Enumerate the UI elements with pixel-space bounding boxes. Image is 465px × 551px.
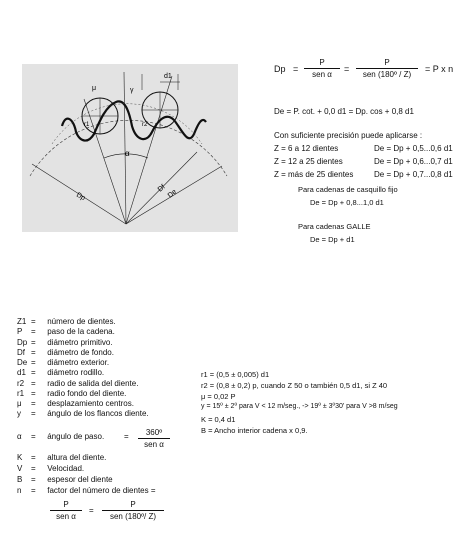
def-row-7: r1 = radio fondo del diente. <box>17 389 127 398</box>
label-r2: r2 <box>142 122 148 128</box>
alpha-eq2: = <box>124 432 129 441</box>
def-row-1: P = paso de la cadena. <box>17 327 115 336</box>
casquillo-title: Para cadenas de casquillo fijo <box>298 185 398 194</box>
label-df: Df <box>156 183 167 194</box>
radial-line-center <box>124 72 126 224</box>
value-k: K = 0,4 d1 <box>201 415 236 424</box>
formula-result: = P x n <box>425 64 454 74</box>
def2-row-0: K = altura del diente. <box>17 453 107 462</box>
def-row-0: Z1 = número de dientes. <box>17 317 116 326</box>
precision-row-3-left: Z = más de 25 dientes <box>274 170 354 179</box>
label-gamma: γ <box>130 87 134 94</box>
radial-line-b <box>126 76 172 224</box>
value-r1: r1 = (0,5 ± 0,005) d1 <box>201 370 270 379</box>
label-dp: Dp <box>75 191 87 203</box>
bottom-fraction-2-den: sen (180º/ Z) <box>109 512 157 521</box>
label-d1: d1 <box>164 73 172 80</box>
fraction-1-num: P <box>304 58 340 69</box>
formula-eq1: = <box>293 64 299 74</box>
bottom-fraction-1 <box>50 500 82 521</box>
def2-row-2: B = espesor del diente <box>17 475 113 484</box>
def-row-3: Df = diámetro de fondo. <box>17 348 114 357</box>
def-row-6: r2 = radio de salida del diente. <box>17 379 139 388</box>
formula-fraction-2 <box>356 58 418 79</box>
sprocket-diagram <box>22 64 238 232</box>
galle-formula: De = Dp + d1 <box>310 235 355 244</box>
def-row-9: y = ángulo de los flancos diente. <box>17 409 149 418</box>
sprocket-diagram-svg <box>22 64 238 232</box>
precision-row-2-left: Z = 12 a 25 dientes <box>274 157 343 166</box>
def-row-4: De = diámetro exterior. <box>17 358 110 367</box>
value-mu: μ = 0,02 P <box>201 392 236 401</box>
formula-de: De = P. cot. + 0,0 d1 = Dp. cos + 0,8 d1 <box>274 107 414 116</box>
tooth-profile <box>62 101 206 140</box>
radial-line-a <box>84 99 126 224</box>
precision-row-1-right: De = Dp + 0,5...0,6 d1 <box>374 144 453 153</box>
alpha-fraction <box>138 428 170 449</box>
def-alpha: α = ángulo de paso. <box>17 432 105 441</box>
precision-row-3-right: De = Dp + 0,7...0,8 d1 <box>374 170 453 179</box>
value-r2: r2 = (0,8 ± 0,2) p, cuando Z 50 o también 0,5 d1, si Z 40 <box>201 381 388 390</box>
def-row-8: μ = desplazamiento centros. <box>17 399 134 408</box>
bottom-fraction-2-num: P <box>102 500 164 511</box>
formula-eq2: = <box>344 64 350 74</box>
def-row-5: d1 = diámetro rodillo. <box>17 368 105 377</box>
fraction-2-den: sen (180º / Z) <box>362 70 412 79</box>
def-row-2: Dp = diámetro primitivo. <box>17 338 113 347</box>
def2-row-3: n = factor del número de dientes = <box>17 486 156 495</box>
label-de: De <box>166 188 179 200</box>
galle-title: Para cadenas GALLE <box>298 222 371 231</box>
fraction-2-num: P <box>356 58 418 69</box>
alpha-fraction-den: sen α <box>144 440 164 449</box>
precision-heading: Con suficiente precisión puede aplicarse : <box>274 131 423 140</box>
alpha-fraction-num: 360º <box>138 428 170 439</box>
formula-fraction-1 <box>304 58 340 79</box>
fraction-1-den: sen α <box>312 70 332 79</box>
precision-row-1-left: Z = 6 a 12 dientes <box>274 144 339 153</box>
label-mu: μ <box>92 85 97 92</box>
value-b: B = Ancho interior cadena x 0,9. <box>201 426 308 435</box>
value-y: y = 15º ± 2º para V < 12 m/seg., -> 19º ± 3º30' para V >8 m/seg <box>201 403 398 410</box>
def2-row-1: V = Velocidad. <box>17 464 85 473</box>
bottom-fraction-1-den: sen α <box>56 512 76 521</box>
precision-row-2-right: De = Dp + 0,6...0,7 d1 <box>374 157 453 166</box>
formula-dp-label: Dp <box>274 64 286 74</box>
label-alpha: α <box>125 149 130 158</box>
bottom-fraction-eq: = <box>89 506 94 515</box>
label-r1: r1 <box>84 122 90 128</box>
bottom-fraction-1-num: P <box>50 500 82 511</box>
bottom-fraction-2 <box>102 500 164 521</box>
casquillo-formula: De = Dp + 0,8...1,0 d1 <box>310 198 384 207</box>
